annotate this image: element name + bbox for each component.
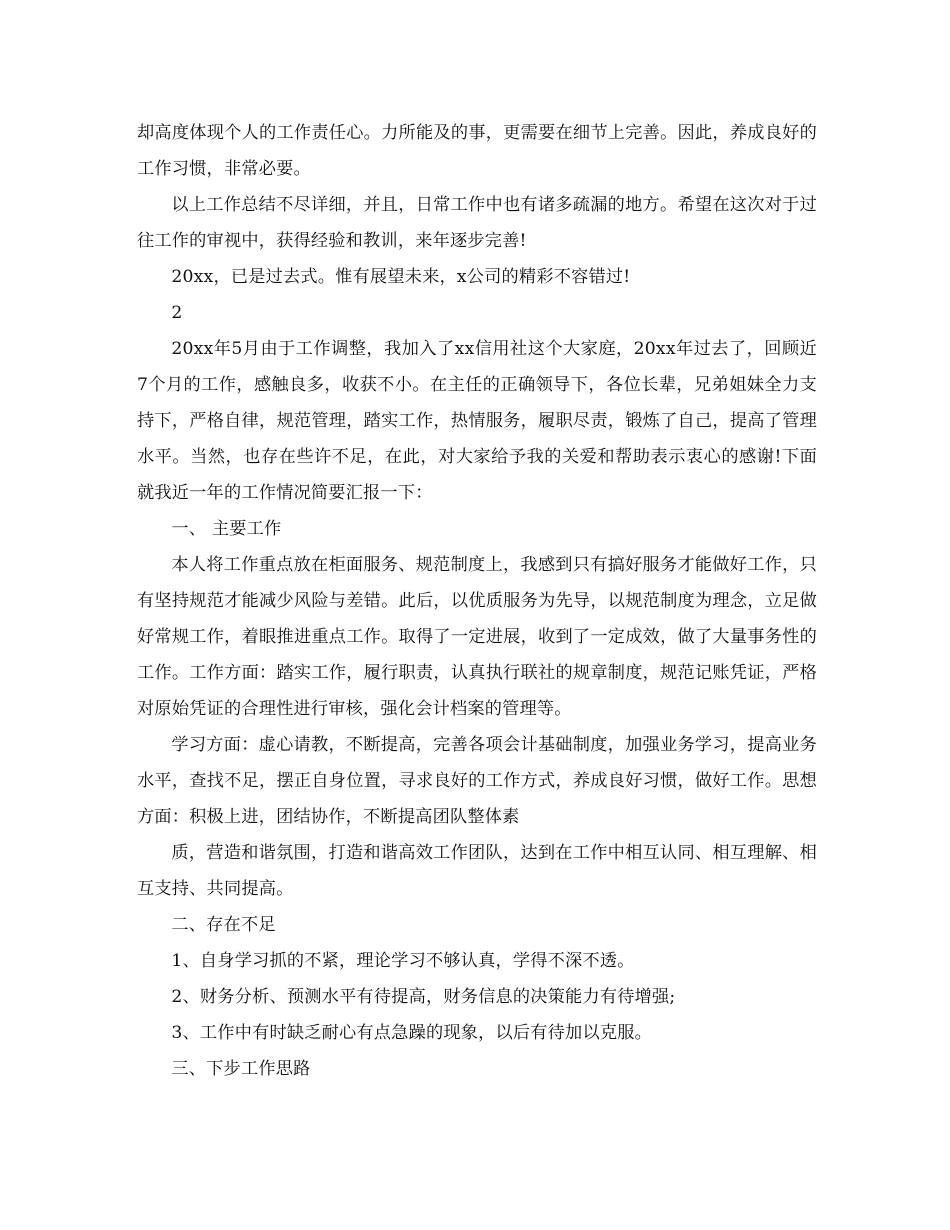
paragraph-responsibility: 却高度体现个人的工作责任心。力所能及的事，更需要在细节上完善。因此，养成良好的工作习惯，非常必要。 bbox=[137, 123, 817, 179]
paragraph-study-thought: 学习方面：虚心请教，不断提高，完善各项会计基础制度，加强业务学习，提高业务水平，查找不足，摆正自身位置，寻求良好的工作方式，养成良好习惯，做好工作。思想方面：积极上进，团结协作，不断提高团队整体素 bbox=[137, 735, 817, 827]
list-item-shortcoming-1: 1、自身学习抓的不紧，理论学习不够认真，学得不深不透。 bbox=[171, 951, 635, 971]
heading-shortcomings: 二、存在不足 bbox=[171, 915, 276, 935]
heading-main-work: 一、 主要工作 bbox=[171, 519, 282, 539]
paragraph-team-harmony: 质，营造和谐氛围，打造和谐高效工作团队，达到在工作中相互认同、相互理解、相互支持、共同提高。 bbox=[137, 843, 817, 899]
paragraph-work-focus: 本人将工作重点放在柜面服务、规范制度上，我感到只有搞好服务才能做好工作，只有坚持规范才能减少风险与差错。此后，以优质服务为先导，以规范制度为理念，立足做好常规工作，着眼推进重点工作。取得了一定进展，收到了一定成效，做了大量事务性的工作。工作方面：踏实工作，履行职责，认真执行联社的规章制度，规范记账凭证，严格对原始凭证的合理性进行审核，强化会计档案的管理等。 bbox=[137, 555, 817, 719]
paragraph-outlook: 20xx，已是过去式。惟有展望未来，x公司的精彩不容错过! bbox=[171, 267, 631, 287]
list-item-shortcoming-2: 2、财务分析、预测水平有待提高，财务信息的决策能力有待增强; bbox=[171, 987, 676, 1007]
section-number: 2 bbox=[171, 303, 183, 323]
list-item-shortcoming-3: 3、工作中有时缺乏耐心有点急躁的现象，以后有待加以克服。 bbox=[171, 1023, 652, 1043]
paragraph-summary-note: 以上工作总结不尽详细，并且，日常工作中也有诸多疏漏的地方。希望在这次对于过往工作的审视中，获得经验和教训，来年逐步完善! bbox=[137, 195, 817, 251]
document-body bbox=[137, 115, 817, 1087]
paragraph-introduction: 20xx年5月由于工作调整，我加入了xx信用社这个大家庭，20xx年过去了，回顾近7个月的工作，感触良多，收获不小。在主任的正确领导下，各位长辈，兄弟姐妹全力支持下，严格自律，规范管理，踏实工作，热情服务，履职尽责，锻炼了自己，提高了管理水平。当然，也存在些许不足，在此，对大家给予我的关爱和帮助表示衷心的感谢!下面就我近一年的工作情况简要汇报一下： bbox=[137, 339, 817, 503]
heading-next-steps: 三、下步工作思路 bbox=[171, 1059, 311, 1079]
